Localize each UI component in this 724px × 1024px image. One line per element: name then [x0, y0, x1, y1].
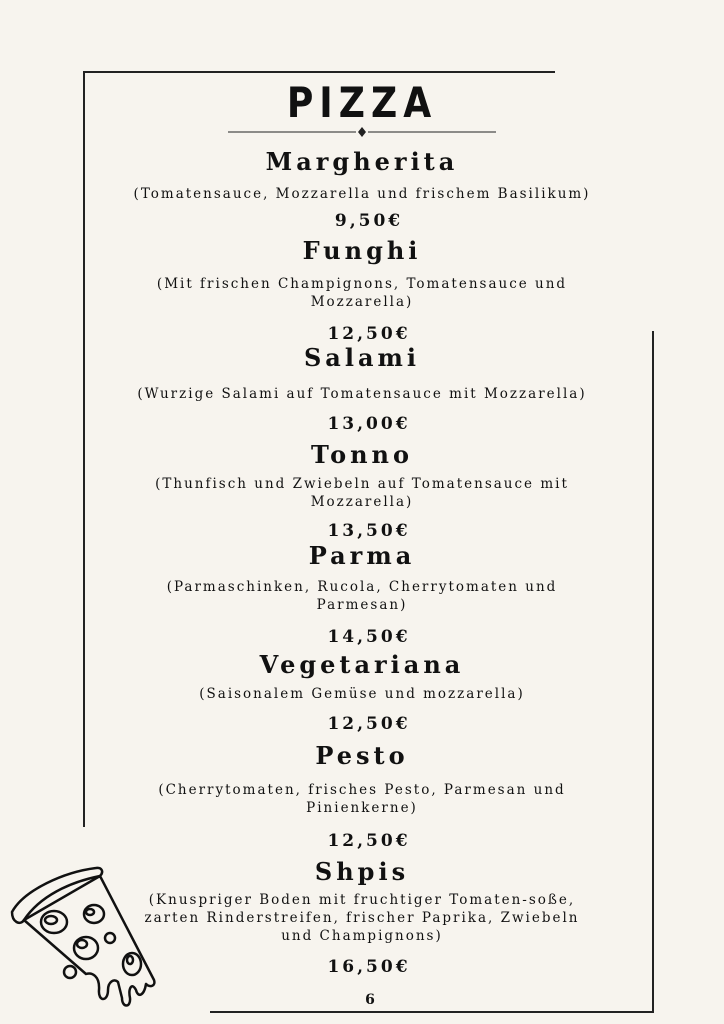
divider-ornament-icon: [228, 126, 496, 138]
pizza-name: Vegetariana: [259, 650, 465, 679]
pizza-name: Shpis: [314, 857, 410, 886]
pizza-slice-icon: [4, 862, 164, 1022]
pizza-price: 12,50€: [327, 324, 411, 344]
pizza-price: 13,00€: [327, 414, 411, 434]
pizza-description: (Parmaschinken, Rucola, Cherrytomaten und Parmesan): [166, 579, 558, 613]
pizza-name: Tonno: [310, 440, 414, 469]
pizza-price: 13,50€: [327, 521, 411, 541]
pizza-description: (Tomatensauce, Mozzarella und frischem Basilikum): [133, 186, 591, 202]
pizza-description: (Wurzige Salami auf Tomatensauce mit Mozzarella): [137, 386, 587, 402]
frame-line-top: [83, 71, 555, 73]
pizza-price: 12,50€: [327, 831, 411, 851]
pizza-description: (Thunfisch und Zwiebeln auf Tomatensauce mit Mozzarella): [155, 476, 569, 510]
pizza-name: Funghi: [302, 236, 422, 265]
pizza-description: (Knuspriger Boden mit fruchtiger Tomaten-soße, zarten Rinderstreifen, frischer Paprika, Zwiebeln und Champignons): [144, 892, 580, 944]
frame-line-bottom: [210, 1011, 654, 1013]
pizza-price: 9,50€: [334, 211, 404, 231]
pizza-description: (Cherrytomaten, frisches Pesto, Parmesan und Pinienkerne): [158, 782, 566, 816]
pizza-price: 12,50€: [327, 714, 411, 734]
pizza-price: 14,50€: [327, 627, 411, 647]
pizza-name: Pesto: [315, 741, 409, 770]
menu-title: PIZZA: [286, 78, 438, 127]
page-number: 6: [365, 992, 375, 1008]
pizza-name: Margherita: [265, 147, 459, 176]
pizza-description: (Mit frischen Champignons, Tomatensauce und Mozzarella): [156, 276, 568, 310]
pizza-price: 16,50€: [327, 957, 411, 977]
pizza-name: Parma: [308, 541, 416, 570]
pizza-name: Salami: [303, 343, 421, 372]
pizza-description: (Saisonalem Gemüse und mozzarella): [199, 686, 525, 702]
